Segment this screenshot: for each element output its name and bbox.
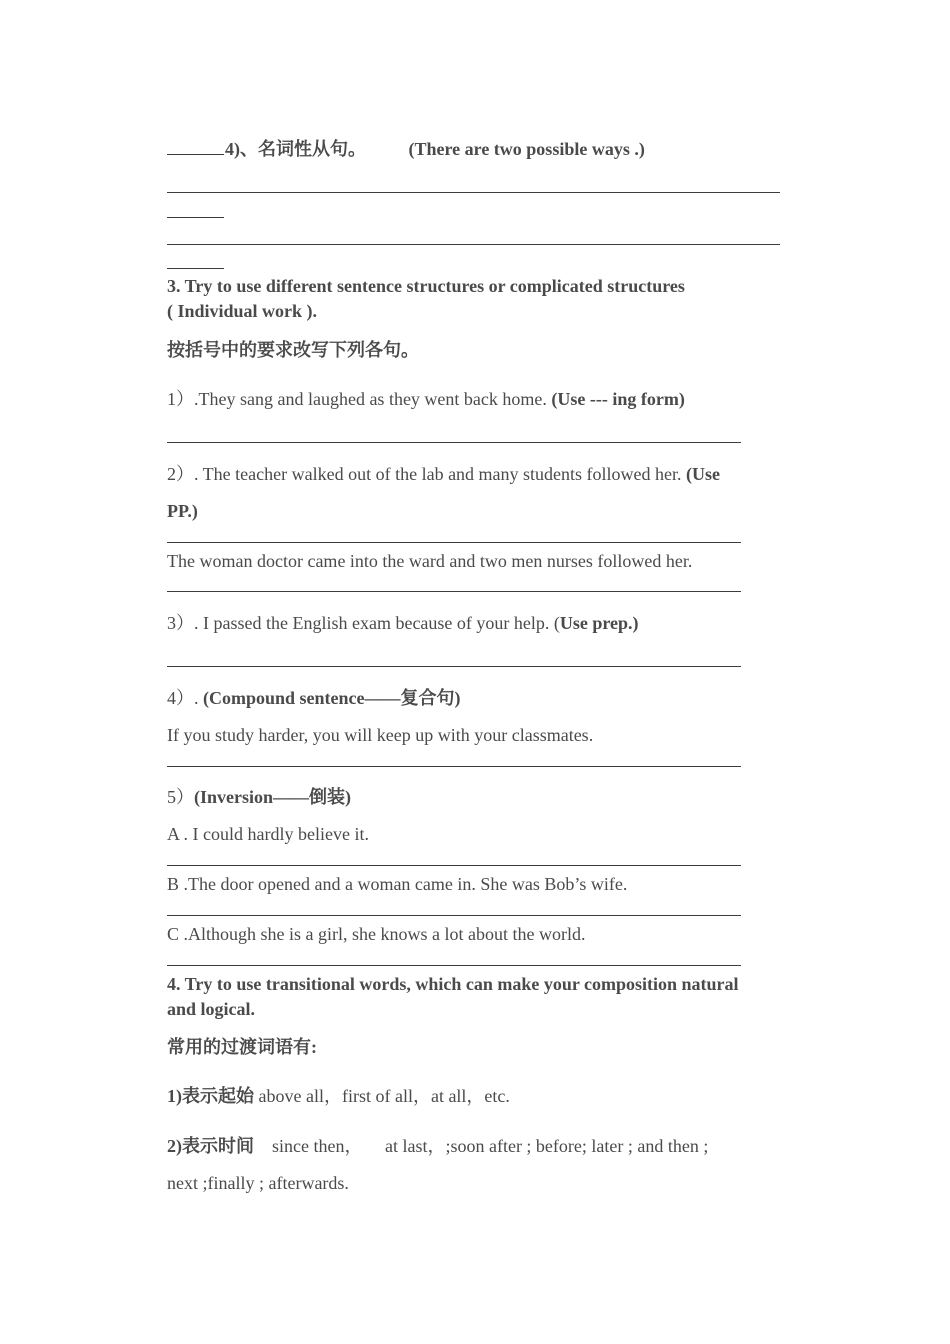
question-2-requirement: (Use [686, 464, 721, 484]
question-1-requirement: (Use --- ing form) [551, 389, 685, 409]
question-4 [167, 687, 461, 709]
noun-clause-hint: (There are two possible ways .) [408, 139, 645, 159]
answer-line-q5b[interactable] [167, 915, 741, 916]
noun-clause-label: 4)、名词性从句。 [225, 139, 366, 159]
question-5c: C .Although she is a girl, she knows a lot about the world. [167, 924, 586, 944]
question-5a: A . I could hardly believe it. [167, 824, 369, 844]
answer-line-q4[interactable] [167, 766, 741, 767]
question-1-text: 1）.They sang and laughed as they went back home. [167, 389, 552, 409]
answer-line-q3[interactable] [167, 666, 741, 667]
section-4-title-cont: and logical. [167, 999, 256, 1019]
answer-line-q5c[interactable] [167, 965, 741, 966]
answer-line-q5a[interactable] [167, 865, 741, 866]
section-4-title: 4. Try to use transitional words, which can make your composition natural [167, 974, 739, 994]
question-3-requirement: Use prep.) [559, 613, 639, 633]
question-3-text: 3）. I passed the English exam because of your help. ( [167, 613, 560, 633]
question-5-requirement: (Inversion——倒装) [194, 787, 351, 807]
transition-start-label: 1)表示起始 [167, 1086, 254, 1106]
transition-start-words: above all，first of all，at all，etc. [254, 1086, 510, 1106]
transition-time-label: 2)表示时间 [167, 1136, 254, 1156]
question-4-requirement: (Compound sentence——复合句) [203, 688, 461, 708]
question-5 [167, 786, 351, 808]
question-4-sentence: If you study harder, you will keep up with your classmates. [167, 725, 594, 745]
question-5-text: 5） [167, 787, 194, 807]
transition-start-line [167, 1085, 510, 1107]
question-2-requirement-cont: PP.) [167, 501, 198, 521]
transition-time-cont: next ;finally ; afterwards. [167, 1173, 349, 1193]
question-3 [167, 612, 639, 634]
question-2-text: 2）. The teacher walked out of the lab and many students followed her. [167, 464, 687, 484]
answer-line-q2a[interactable] [167, 542, 741, 543]
noun-clause-line [167, 138, 645, 160]
answer-line-1[interactable] [167, 192, 780, 193]
answer-line-2-wrap[interactable] [167, 268, 224, 269]
transition-time-line [167, 1135, 708, 1157]
question-2-extra: The woman doctor came into the ward and two men nurses followed her. [167, 551, 693, 571]
section-3-subtitle: ( Individual work ). [167, 301, 318, 321]
answer-blank[interactable] [167, 138, 224, 155]
answer-line-q1[interactable] [167, 442, 741, 443]
question-2 [167, 463, 720, 485]
answer-line-2[interactable] [167, 244, 780, 245]
answer-line-q2b[interactable] [167, 591, 741, 592]
answer-line-1-wrap[interactable] [167, 217, 224, 218]
section-3-instruction: 按括号中的要求改写下列各句。 [167, 340, 419, 360]
section-3-title: 3. Try to use different sentence structures or complicated structures [167, 276, 685, 296]
section-4-heading-cn: 常用的过渡词语有: [167, 1037, 317, 1057]
question-1 [167, 388, 685, 410]
question-4-text: 4）. [167, 688, 203, 708]
question-5b: B .The door opened and a woman came in. She was Bob’s wife. [167, 874, 628, 894]
transition-time-words: since then， at last，;soon after ; before; later ; and then ; [254, 1136, 709, 1156]
